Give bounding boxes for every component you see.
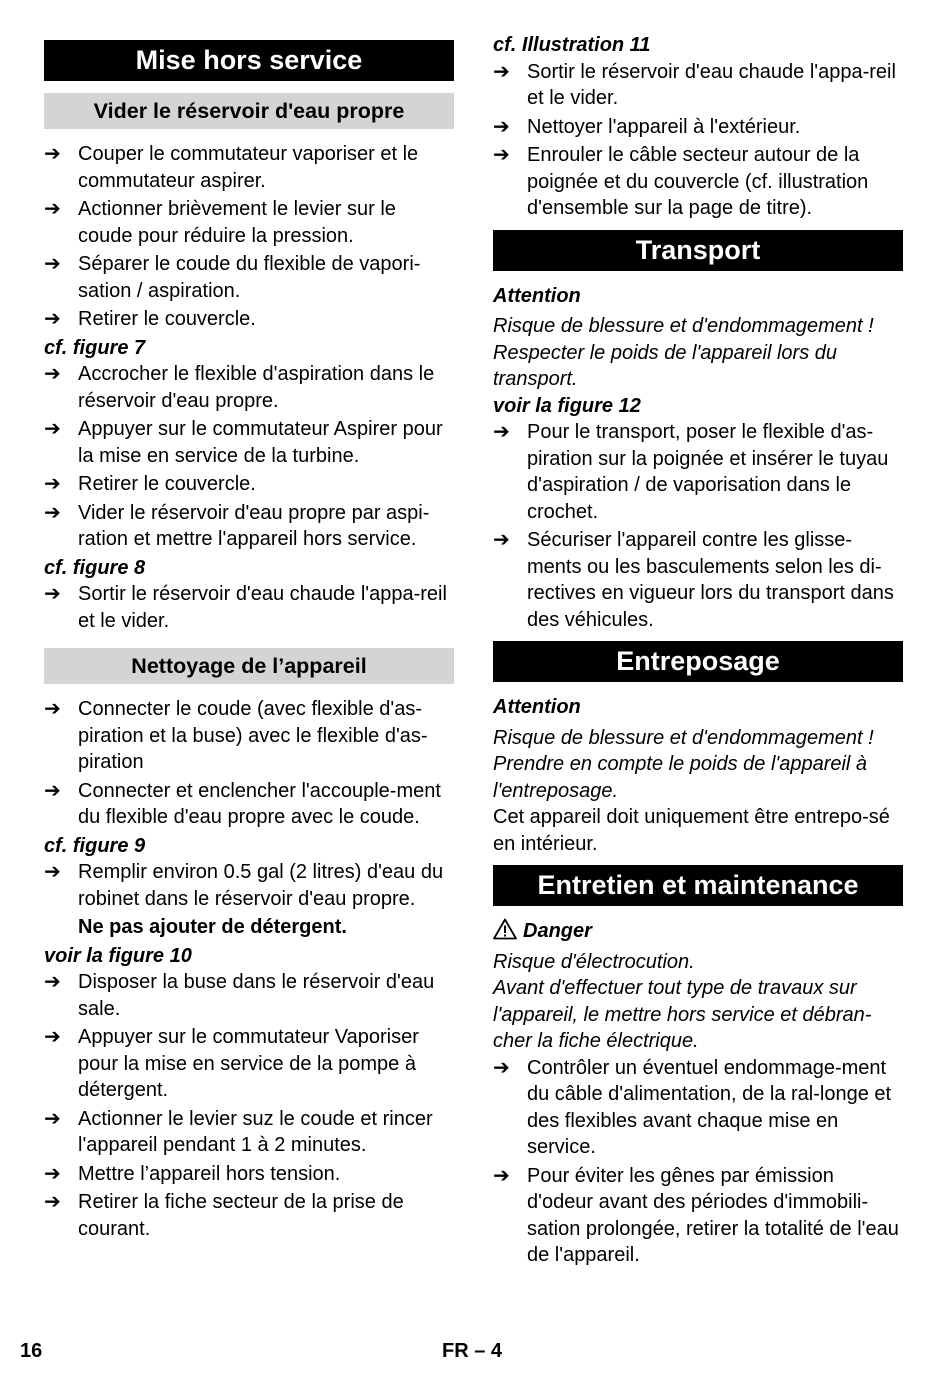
figure-reference: voir la figure 12 (493, 394, 641, 417)
list-item (493, 114, 903, 141)
arrow-right-icon: ➔ (44, 253, 61, 275)
list-item (493, 59, 903, 112)
list-item (44, 361, 454, 414)
list-item-text: Sécuriser l'appareil contre les glisse-ments ou les basculements selon les di-rectives en vigueur lors du transport dans des véhicules. (527, 529, 894, 631)
list-item (493, 1163, 903, 1269)
arrow-right-icon: ➔ (44, 583, 61, 605)
list-item-text: Enrouler le câble secteur autour de la poignée et du couvercle (cf. illustration d'ensemble sur la page de titre). (527, 144, 869, 219)
right-column (493, 32, 903, 1271)
arrow-right-icon: ➔ (44, 473, 61, 495)
step-list (44, 361, 454, 553)
arrow-right-icon: ➔ (493, 1164, 510, 1187)
section-title-transport: Transport (493, 230, 903, 271)
warning-text: Risque de blessure et d'endommagement ! Prendre en compte le poids de l'appareil à l'entreposage. (493, 726, 874, 802)
list-item (44, 306, 454, 333)
step-list (44, 581, 454, 634)
figure-reference: cf. figure 7 (44, 336, 146, 359)
step-list (44, 141, 454, 333)
danger-heading (493, 918, 903, 945)
figure-reference: cf. figure 8 (44, 556, 146, 579)
arrow-right-icon: ➔ (44, 198, 61, 220)
list-item-text: Sortir le réservoir d'eau chaude l'appa-reil et le vider. (78, 583, 447, 632)
section-title-mise-hors-service: Mise hors service (44, 40, 454, 81)
list-item (44, 196, 454, 249)
list-item (44, 859, 454, 912)
arrow-right-icon: ➔ (44, 1107, 61, 1130)
list-item (44, 251, 454, 304)
list-item-text: Retirer le couvercle. (78, 308, 256, 330)
arrow-right-icon: ➔ (44, 308, 61, 330)
list-item (44, 969, 454, 1022)
left-column (44, 32, 454, 1244)
arrow-right-icon: ➔ (493, 60, 510, 83)
list-item-text: Séparer le coude du flexible de vapori-sation / aspiration. (78, 253, 421, 302)
arrow-right-icon: ➔ (44, 861, 61, 883)
arrow-right-icon: ➔ (493, 421, 510, 443)
list-item (44, 696, 454, 776)
arrow-right-icon: ➔ (493, 1056, 510, 1079)
list-item-text: Mettre l’appareil hors tension. (78, 1162, 341, 1185)
list-item (44, 416, 454, 469)
arrow-right-icon: ➔ (44, 363, 61, 385)
arrow-right-icon: ➔ (44, 501, 61, 524)
subsection-title-nettoyage: Nettoyage de l’appareil (44, 648, 454, 684)
list-item-text: Appuyer sur le commutateur Aspirer pour la mise en service de la turbine. (78, 418, 443, 467)
list-item-text: Retirer la fiche secteur de la prise de courant. (78, 1191, 404, 1240)
arrow-right-icon: ➔ (493, 144, 510, 166)
section-title-entreposage: Entreposage (493, 641, 903, 682)
danger-text: Avant d'effectuer tout type de travaux sur l'appareil, le mettre hors service et débran-cher la fiche électrique. (493, 977, 872, 1052)
list-item (493, 142, 903, 222)
list-item (44, 778, 454, 831)
list-item-text: Retirer le couvercle. (78, 473, 256, 495)
arrow-right-icon: ➔ (44, 1162, 61, 1185)
arrow-right-icon: ➔ (44, 971, 61, 993)
warning-text: Risque de blessure et d'endommagement ! Respecter le poids de l'appareil lors du transport. (493, 315, 874, 390)
list-item-text: Vider le réservoir d'eau propre par aspi-ration et mettre l'appareil hors service. (78, 501, 430, 550)
list-item-text: Accrocher le flexible d'aspiration dans le réservoir d'eau propre. (78, 363, 435, 412)
list-item (44, 471, 454, 498)
warning-title: Attention (493, 696, 581, 718)
list-item-text: Couper le commutateur vaporiser et le commutateur aspirer. (78, 143, 419, 192)
arrow-right-icon: ➔ (44, 779, 61, 802)
list-item-text: Contrôler un éventuel endommage-ment du câble d'alimentation, de la ral-longe et des flexibles avant chaque mise en service. (527, 1056, 892, 1158)
arrow-right-icon: ➔ (493, 529, 510, 551)
detergent-note: Ne pas ajouter de détergent. (78, 916, 347, 938)
arrow-right-icon: ➔ (44, 698, 61, 720)
list-item-text: Pour le transport, poser le flexible d'as-piration sur la poignée et insérer le tuyau d'aspiration / de vaporisation dans le crochet. (527, 421, 889, 523)
subsection-title-vider-reservoir: Vider le réservoir d'eau propre (44, 93, 454, 129)
arrow-right-icon: ➔ (493, 115, 510, 138)
step-list (44, 859, 454, 912)
figure-reference: cf. Illustration 11 (493, 34, 651, 56)
step-list (493, 419, 903, 633)
list-item-text: Actionner brièvement le levier sur le coude pour réduire la pression. (78, 198, 396, 247)
list-item (44, 141, 454, 194)
list-item (493, 419, 903, 525)
step-list (493, 1055, 903, 1269)
arrow-right-icon: ➔ (44, 418, 61, 440)
list-item (44, 581, 454, 634)
list-item-text: Pour éviter les gênes par émission d'odeur avant des périodes d'immobili-sation prolongée, retirer la totalité de l'eau de l'appareil. (527, 1164, 899, 1266)
danger-text: Risque d'électrocution. (493, 950, 695, 973)
list-item (493, 527, 903, 633)
list-item-text: Connecter le coude (avec flexible d'as-piration et la buse) avec le flexible d'as-piration (78, 698, 428, 773)
list-item-text: Connecter et enclencher l'accouple-ment du flexible d'eau propre avec le coude. (78, 779, 441, 828)
list-item (44, 1161, 454, 1188)
arrow-right-icon: ➔ (44, 1191, 61, 1213)
arrow-right-icon: ➔ (44, 1026, 61, 1048)
list-item-text: Actionner le levier suz le coude et rincer l'appareil pendant 1 à 2 minutes. (78, 1107, 433, 1156)
list-item (44, 1189, 454, 1242)
warning-title: Attention (493, 284, 581, 307)
step-list (493, 59, 903, 222)
figure-reference: voir la figure 10 (44, 944, 192, 967)
figure-reference: cf. figure 9 (44, 834, 146, 857)
arrow-right-icon: ➔ (44, 143, 61, 165)
danger-title: Danger (523, 920, 592, 942)
warning-triangle-icon (493, 918, 517, 940)
list-item (44, 1106, 454, 1159)
list-item-text: Remplir environ 0.5 gal (2 litres) d'eau du robinet dans le réservoir d'eau propre. (78, 861, 444, 910)
storage-paragraph: Cet appareil doit uniquement être entrepo-sé en intérieur. (493, 806, 890, 855)
step-list (44, 969, 454, 1242)
list-item-text: Disposer la buse dans le réservoir d'eau sale. (78, 971, 435, 1020)
list-item-text: Nettoyer l'appareil à l'extérieur. (527, 115, 801, 138)
list-item (44, 500, 454, 553)
list-item-text: Appuyer sur le commutateur Vaporiser pour la mise en service de la pompe à détergent. (78, 1026, 419, 1101)
step-list (44, 696, 454, 831)
list-item (44, 1024, 454, 1104)
list-item-text: Sortir le réservoir d'eau chaude l'appa-reil et le vider. (527, 60, 896, 109)
list-item (493, 1055, 903, 1161)
language-page-label: FR – 4 (442, 1340, 503, 1362)
page-number: 16 (20, 1340, 43, 1362)
section-title-entretien: Entretien et maintenance (493, 865, 903, 906)
